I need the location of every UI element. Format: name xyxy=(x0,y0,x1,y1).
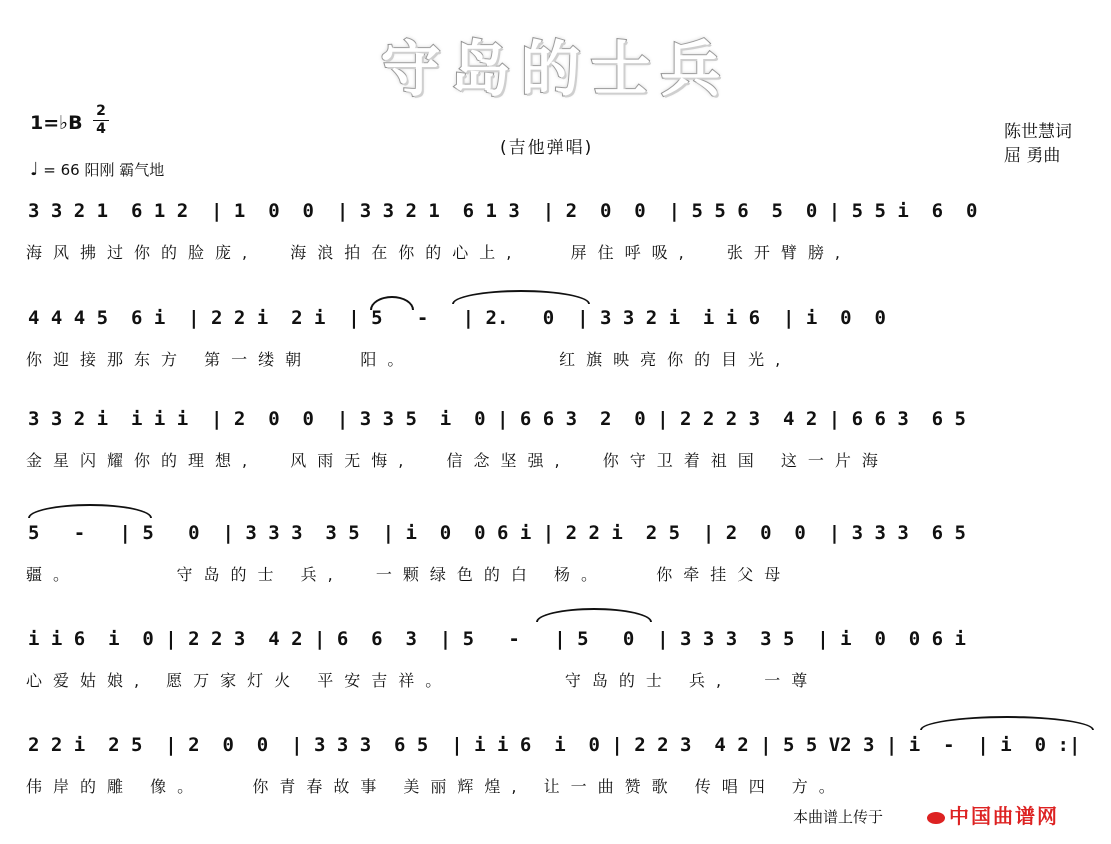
score-row xyxy=(0,408,1111,508)
tempo-marking xyxy=(30,159,164,180)
notation-line: 2 2 i 2 5 | 2 0 0 | 3 3 3 6 5 | i i 6 i 0 | 2 2 3 4 2 | 5 5 V2 3 | i - | i 0 :| xyxy=(28,734,1081,756)
notation-line: 3 3 2 1 6 1 2 | 1 0 0 | 3 3 2 1 6 1 3 | 2 0 0 | 5 5 6 5 0 | 5 5 i 6 0 xyxy=(28,200,978,222)
tempo-text: = 66 阳刚 霸气地 xyxy=(43,161,165,179)
time-signature xyxy=(93,104,109,137)
notation-line: i i 6 i 0 | 2 2 3 4 2 | 6 6 3 | 5 - | 5 0 | 3 3 3 3 5 | i 0 0 6 i xyxy=(28,628,966,650)
lyric-line: 疆。 守岛的士 兵, 一颗绿色的白 杨。 你牵挂父母 xyxy=(26,565,792,584)
lyric-line: 金星闪耀你的理想, 风雨无悔, 信念坚强, 你守卫着祖国 这一片海 xyxy=(26,451,889,470)
quarter-note-icon: ♩ xyxy=(30,159,39,180)
lyricist-credit: 陈世慧词 xyxy=(1004,122,1072,142)
footer-text: 本曲谱上传于 xyxy=(793,808,884,826)
score-row xyxy=(0,522,1111,622)
credits xyxy=(1004,120,1072,168)
lyric-line: 伟岸的雕 像。 你青春故事 美丽辉煌, 让一曲赞歌 传唱四 方。 xyxy=(26,777,846,796)
notation-line: 5 - | 5 0 | 3 3 3 3 5 | i 0 0 6 i | 2 2 i 2 5 | 2 0 0 | 3 3 3 6 5 xyxy=(28,522,966,544)
logo-icon xyxy=(927,812,945,824)
score-title: 守岛的士兵 xyxy=(380,35,731,105)
score-row xyxy=(0,307,1111,407)
subtitle: (吉他弹唱) xyxy=(500,138,594,158)
key-signature: 1=♭B xyxy=(30,112,83,134)
site-logo[interactable] xyxy=(927,800,1059,829)
composer-credit: 屈 勇曲 xyxy=(1004,146,1061,166)
lyric-line: 心爱姑娘, 愿万家灯火 平安吉祥。 守岛的士 兵, 一尊 xyxy=(26,671,819,690)
lyric-line: 你迎接那东方 第一缕朝 阳。 红旗映亮你的目光, xyxy=(26,350,792,369)
score-row xyxy=(0,628,1111,728)
notation-line: 4 4 4 5 6 i | 2 2 i 2 i | 5 - | 2. 0 | 3 3 2 i i i 6 | i 0 0 xyxy=(28,307,886,329)
time-signature-top: 2 xyxy=(96,103,106,119)
lyric-line: 海风拂过你的脸庞, 海浪拍在你的心上, 屏住呼吸, 张开臂膀, xyxy=(26,243,851,262)
score-row xyxy=(0,200,1111,300)
notation-line: 3 3 2 i i i i | 2 0 0 | 3 3 5 i 0 | 6 6 3 2 0 | 2 2 2 3 4 2 | 6 6 3 6 5 xyxy=(28,408,966,430)
time-signature-bottom: 4 xyxy=(96,121,106,137)
logo-text: 中国曲谱网 xyxy=(949,804,1059,828)
